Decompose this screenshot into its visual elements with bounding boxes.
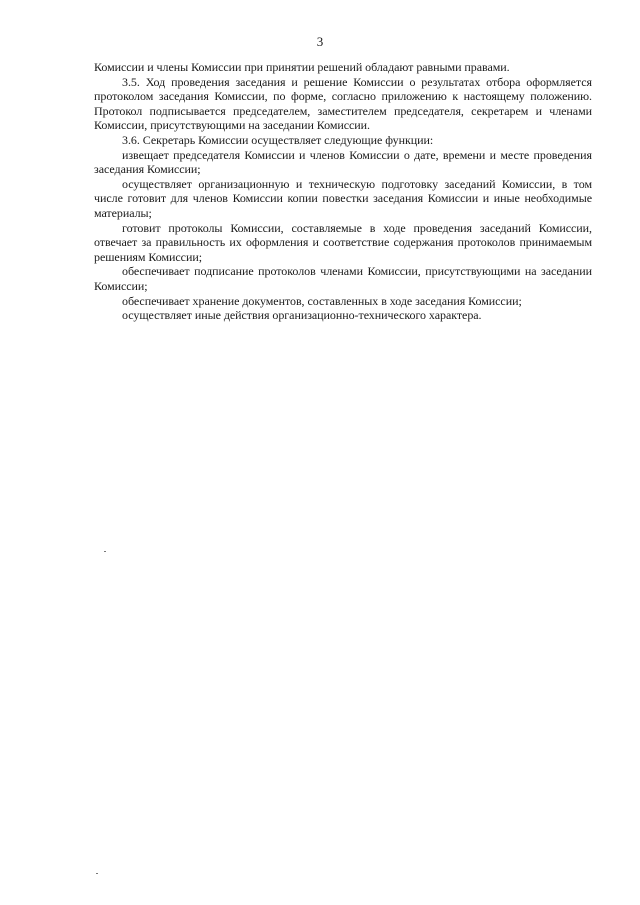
scan-speck (96, 873, 98, 874)
document-body (94, 60, 592, 323)
function-item-preparation: осуществляет организационную и техническую подготовку заседаний Комиссии, в том числе готовит для членов Комиссии копии повестки заседания Комиссии и иные необходимые материалы; (94, 176, 592, 220)
page-number: 3 (316, 34, 324, 49)
paragraph-3-6: 3.6. Секретарь Комиссии осуществляет следующие функции: (122, 132, 434, 147)
paragraph-continuation: Комиссии и члены Комиссии при принятии решений обладают равными правами. (94, 60, 510, 74)
function-item-notify: извещает председателя Комиссии и членов Комиссии о дате, времени и месте проведения заседания Комиссии; (94, 147, 592, 177)
paragraph-3-5: 3.5. Ход проведения заседания и решение Комиссии о результатах отбора оформляется протоколом заседания Комиссии, по форме, согласно приложению к настоящему положению. Протокол подписывается председателем, заместителем председателя, секретарем и членами Комиссии, присутствующими на заседании Комиссии. (94, 74, 592, 133)
function-item-other: осуществляет иные действия организационно-технического характера. (122, 308, 482, 323)
function-item-protocols: готовит протоколы Комиссии, составляемые в ходе проведения заседаний Комиссии, отвечает за правильность их оформления и соответствие содержания протоколов принимаемым решениям Комиссии; (94, 220, 592, 264)
function-item-storage: обеспечивает хранение документов, составленных в ходе заседания Комиссии; (122, 293, 522, 308)
function-item-signing: обеспечивает подписание протоколов членами Комиссии, присутствующими на заседании Комиссии; (94, 264, 592, 293)
scan-speck (104, 551, 106, 552)
